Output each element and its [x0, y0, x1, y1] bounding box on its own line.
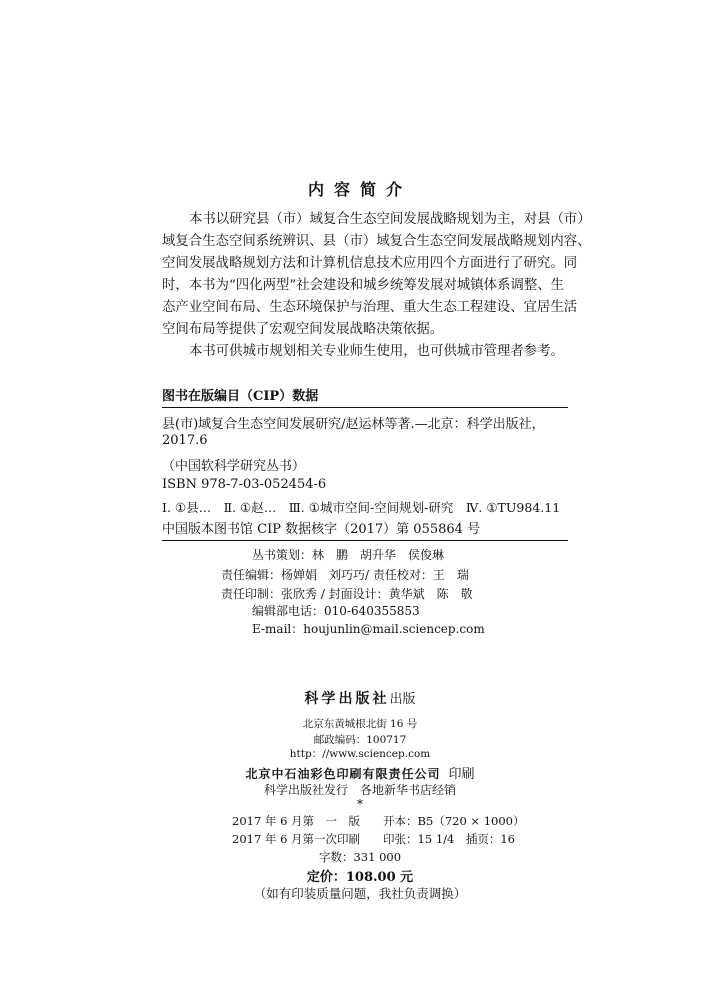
quality-note: （如有印装质量问题，我社负责调换） — [253, 886, 467, 901]
cip-record-number: 中国版本图书馆 CIP 数据核字（2017）第 055864 号 — [162, 522, 481, 537]
printer-name: 北京中石油彩色印刷有限责任公司 — [245, 767, 441, 781]
summary-line: 域复合生态空间系统辨识、县（市）域复合生态空间发展战略规划内容、 — [162, 234, 591, 249]
summary-line: 本书以研究县（市）域复合生态空间发展战略规划为主，对县（市） — [189, 212, 591, 227]
cip-bibliographic-line: 县(市)域复合生态空间发展研究/赵运林等著.—北京：科学出版社， — [162, 417, 545, 432]
printer-line — [0, 763, 720, 782]
summary-line: 态产业空间布局、生态环境保护与治理、重大生态工程建设、宜居生活 — [162, 300, 578, 315]
publisher-website: http：//www.sciencep.com — [289, 748, 431, 760]
editor-credit: 责任编辑：杨婵娟 刘巧巧/ 责任校对：王 瑞 — [221, 568, 469, 582]
summary-title: 内容简介 — [307, 180, 412, 199]
publisher-address: 北京东黄城根北街 16 号 — [302, 718, 418, 730]
editorial-email: E-mail：houjunlin@mail.sciencep.com — [252, 622, 485, 636]
summary-paragraph — [162, 209, 591, 363]
summary-line: 空间发展战略规划方法和计算机信息技术应用四个方面进行了研究。同 — [162, 256, 578, 271]
cip-isbn: ISBN 978-7-03-052454-6 — [162, 477, 327, 492]
cip-title: 图书在版编目（CIP）数据 — [162, 389, 319, 404]
printer-suffix: 印刷 — [448, 767, 475, 782]
cip-classification: Ⅰ. ①县… Ⅱ. ①赵… Ⅲ. ①城市空间-空间规划-研究 Ⅳ. ①TU984.11 — [162, 500, 561, 515]
summary-line: 空间布局等提供了宏观空间发展战略决策依据。 — [162, 322, 444, 337]
distribution-line: 科学出版社发行 各地新华书店经销 — [263, 783, 456, 797]
summary-line: 时，本书为“四化两型”社会建设和城乡统筹发展对城镇体系调整、生 — [162, 278, 565, 293]
printing-line: 2017 年 6 月第一次印刷 印张：15 1/4 插页：16 — [232, 832, 515, 846]
publisher-postcode: 邮政编码：100717 — [313, 734, 407, 746]
edition-line: 2017 年 6 月第 一 版 开本：B5（720 × 1000） — [232, 814, 525, 828]
cip-series-line: （中国软科学研究丛书） — [162, 459, 306, 474]
word-count: 字数：331 000 — [318, 850, 402, 864]
separator-star: * — [357, 797, 363, 811]
price: 定价：108.00 元 — [306, 870, 414, 885]
production-credit: 责任印制：张欣秀 / 封面设计：黄华斌 陈 敬 — [221, 587, 473, 601]
cip-bottom-rule — [162, 540, 568, 541]
publisher-suffix: 出版 — [389, 692, 416, 707]
publisher-line — [0, 688, 720, 708]
series-planning-credit: 丛书策划：林 鹏 胡升华 侯俊琳 — [252, 548, 445, 562]
summary-paragraph-2: 本书可供城市规划相关专业师生使用，也可供城市管理者参考。 — [189, 344, 564, 359]
publisher-name: 科学出版社 — [304, 691, 390, 707]
cip-date-line: 2017.6 — [162, 433, 208, 448]
cip-top-rule — [162, 407, 568, 408]
editorial-phone: 编辑部电话：010-640355853 — [252, 604, 420, 618]
